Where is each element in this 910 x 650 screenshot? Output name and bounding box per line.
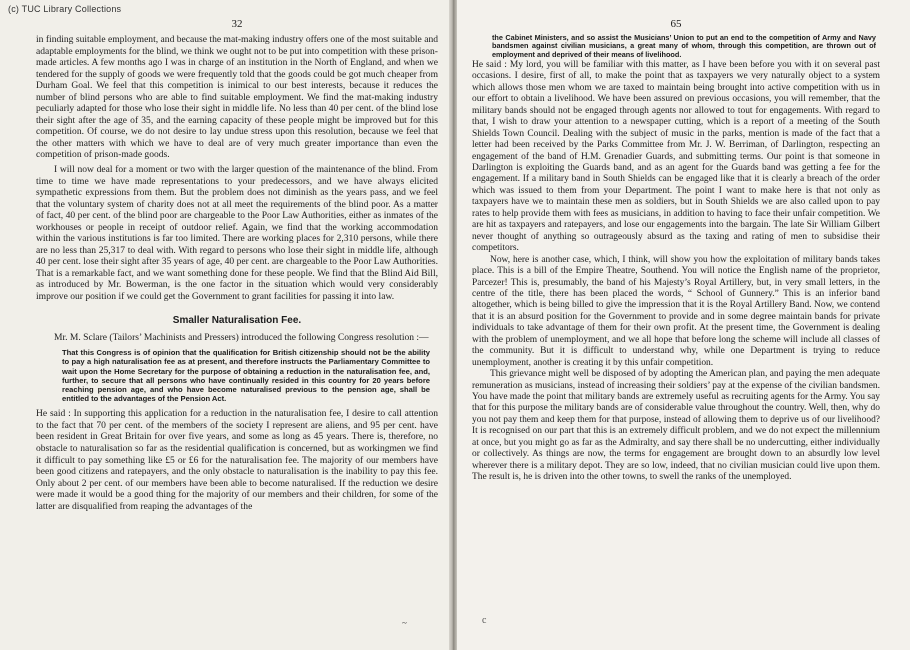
- paragraph: Now, here is another case, which, I think, will show you how the exploitation of military bands takes place. This is a bill of the Empire Theatre, Southend. You will notice the English name of the proprietor, Parcezer! This is, presumably, the band of his Majesty’s Royal Artillery, but, in very small letters, in the centre of the title, there has been placed the words, “ School of Gunnery.” This is an inferior band altogether, which is being billed to give the impression that it is the Royal Artillery Band. Now, we contend that it is an absurd position for the Government to provide and in some degree maintain bands for private individuals to take advantage of them for their own profit. At the present time, the Government is dealing with the problem of unemployment, and we all hope that before long the scheme will include all classes of the community. But it is difficult to understand why, while one Department is trying to reduce unemployment, another is creating it by this unfair competition.: [472, 254, 880, 368]
- paragraph: He said : In supporting this application for a reduction in the naturalisation fee, I desire to call attention to the fact that 70 per cent. of the members of the society I represent are aliens, and 95 per cent. have been resident in Great Britain for over five years, and some as long as 45 years. There is, therefore, no obstacle to naturalisation so far as the residential qualification is concerned, but as workingmen we find it difficult to pay something like £5 or £6 for the naturalisation fee. The majority of our members have been good citizens and ratepayers, and the only obstacle to naturalisation is the inability to pay this fee. Only about 2 per cent. of our members have been able to become naturalised. If the reduction we desire were made it would be a good thing for the majority of our members and their children, for some of the latter are disqualified from reaping the advantages of the: [36, 408, 438, 512]
- page-number-left: 32: [231, 18, 243, 30]
- footer-mark: c: [482, 615, 487, 626]
- right-page: [452, 0, 910, 650]
- left-page: [0, 0, 452, 650]
- congress-resolution: That this Congress is of opinion that the qualification for British citizenship should not be the ability to pay a high naturalisation fee as at present, and therefore instructs the Parliamentary Committee to wait upon the Home Secretary for the purpose of obtaining a reduction in the naturalisation fee, and, further, to secure that all persons who have continually resided in this country for 20 years before reaching pension age, and who have become naturalised previous to the pension age, shall be entitled to the advantages of the Pension Act.: [62, 348, 430, 404]
- paragraph: Mr. M. Sclare (Tailors’ Machinists and Pressers) introduced the following Congress resolution :—: [54, 331, 429, 343]
- paragraph: in finding suitable employment, and because the mat-making industry offers one of the most suitable and adaptable employments for the blind, we think we ought not to be put into competition with these prison-made articles. A few months ago I was in charge of an institution in the North of England, and when we tendered for the supply of goods we were frequently told that the goods could be got much cheaper from Durham Goal. We feel that this competition is inimical to our best interests, because it reduces the number of blind persons who are able to find suitable employment. We find the mat-making industry peculiarly adapted for those who lose their sight in middle life. No less than 40 per cent. of the blind lose their sight after the age of 35, and the earning capacity of these people might be improved but for this competition. Of course, we do not desire to lay undue stress upon this resolution, because we feel that the other matters with which we have to deal are of very much greater importance than even the competition of prison-made goods.: [36, 34, 438, 161]
- paragraph: I will now deal for a moment or two with the larger question of the maintenance of the blind. From time to time we have made representations to your predecessors, and we have always elicited sympathetic expressions from them. But the problem does not diminish as the years pass, and we feel that the voluntary system of charity does not at all meet the requirements of the blind poor. As a matter of fact, 40 per cent. of the blind poor are chargeable to the Poor Law Authorities, either as inmates of the workhouses or people in receipt of outdoor relief. Again, we find that the working accommodation within the various institutions is far too limited. There are working places for 2,310 persons, while there are no less than 25,317 to deal with. With regard to persons who lose their sight in middle life, although 40 per cent. lose their sight after 35 years of age, 40 per cent. are chargeable to the Poor Law Authorities. That is a remarkable fact, and we want something done for these people. We find that the Blind Aid Bill, as introduced by Mr. Bowerman, is the one factor in the situation which would very considerably improve our position if we could get the Government to grant facilities for passing it into law.: [36, 164, 438, 303]
- scan-mark: ~: [402, 618, 407, 628]
- book-gutter: [449, 0, 457, 650]
- section-heading: Smaller Naturalisation Fee.: [172, 314, 302, 326]
- paragraph: He said : My lord, you will be familiar with this matter, as I have been before you with it on several past occasions. I desire, first of all, to make the point that as taxpayers we very naturally object to a system which allows those men whom we are taxed to maintain being brought into active competition with us in our effort to obtain a livelihood. We have been assured on previous occasions, you will remember, that the military bands should not be engaged through agents nor allowed to tout for engagements. With regard to that, I wish to draw your attention to a newspaper cutting, which is a report of a meeting of the South Shields Town Council. Dealing with the subject of music in the parks, mention is made of the fact that a letter had been received by the Parks Committee from Mr. J. W. Berriman, of Darlington, respecting an engagement of the band of H.M. Grenadier Guards, and submitting terms. Our point is that someone in Darlington is exploiting the Guards band, and as an agent for the Guards band was getting a fee for the engagement. If a military band in South Shields can be engaged like that it is clearly a breach of the order which was issued to them from your Department. The point I want to make here is that not only as taxpayers have we to maintain these men as soldiers, but in South Shields we are also called upon to pay rates to help provide them with fees as musicians, in addition to having to face their unfair competition. We are hit as taxpayers and ratepayers, and lose our engagements into the bargain. The late Sir William Gilbert never thought of anything so outrageously absurd as the taxing and rating of men to subsidise their competitors.: [472, 59, 880, 254]
- watermark-text: (c) TUC Library Collections: [8, 4, 122, 14]
- page-number-right: 65: [670, 18, 682, 30]
- paragraph: This grievance might well be disposed of by adopting the American plan, and paying the men adequate remuneration as musicians, instead of increasing their soldiers’ pay at the expense of the civilian bandsmen. You have made the point that military bands are extremely useful as recruiting agents for the Army. You say that for this purpose the military bands are of considerable value throughout the country. Well, then, why do you not pay them and keep them for that purpose, instead of allowing them to deprive us of our livelihood? It is recognised on our part that this is an extremely difficult problem, and we do not expect the millennium at once, but you might go as far as the Admiralty, and say there shall be no undercutting, either individually or collectively. As things are now, the terms for engagement are brought down to an absurdly low level wherever there is a military depot. They are so low, indeed, that no civilian musician could live upon them. The result is, he is driven into the other towns, to swell the ranks of the unemployed.: [472, 369, 880, 483]
- resolution-tail: the Cabinet Ministers, and so assist the Musicians’ Union to put an end to the competition of Army and Navy bandsmen against civilian musicians, a great many of whom, through this competition, are thrown out of employment and deprived of their means of livelihood.: [492, 33, 876, 59]
